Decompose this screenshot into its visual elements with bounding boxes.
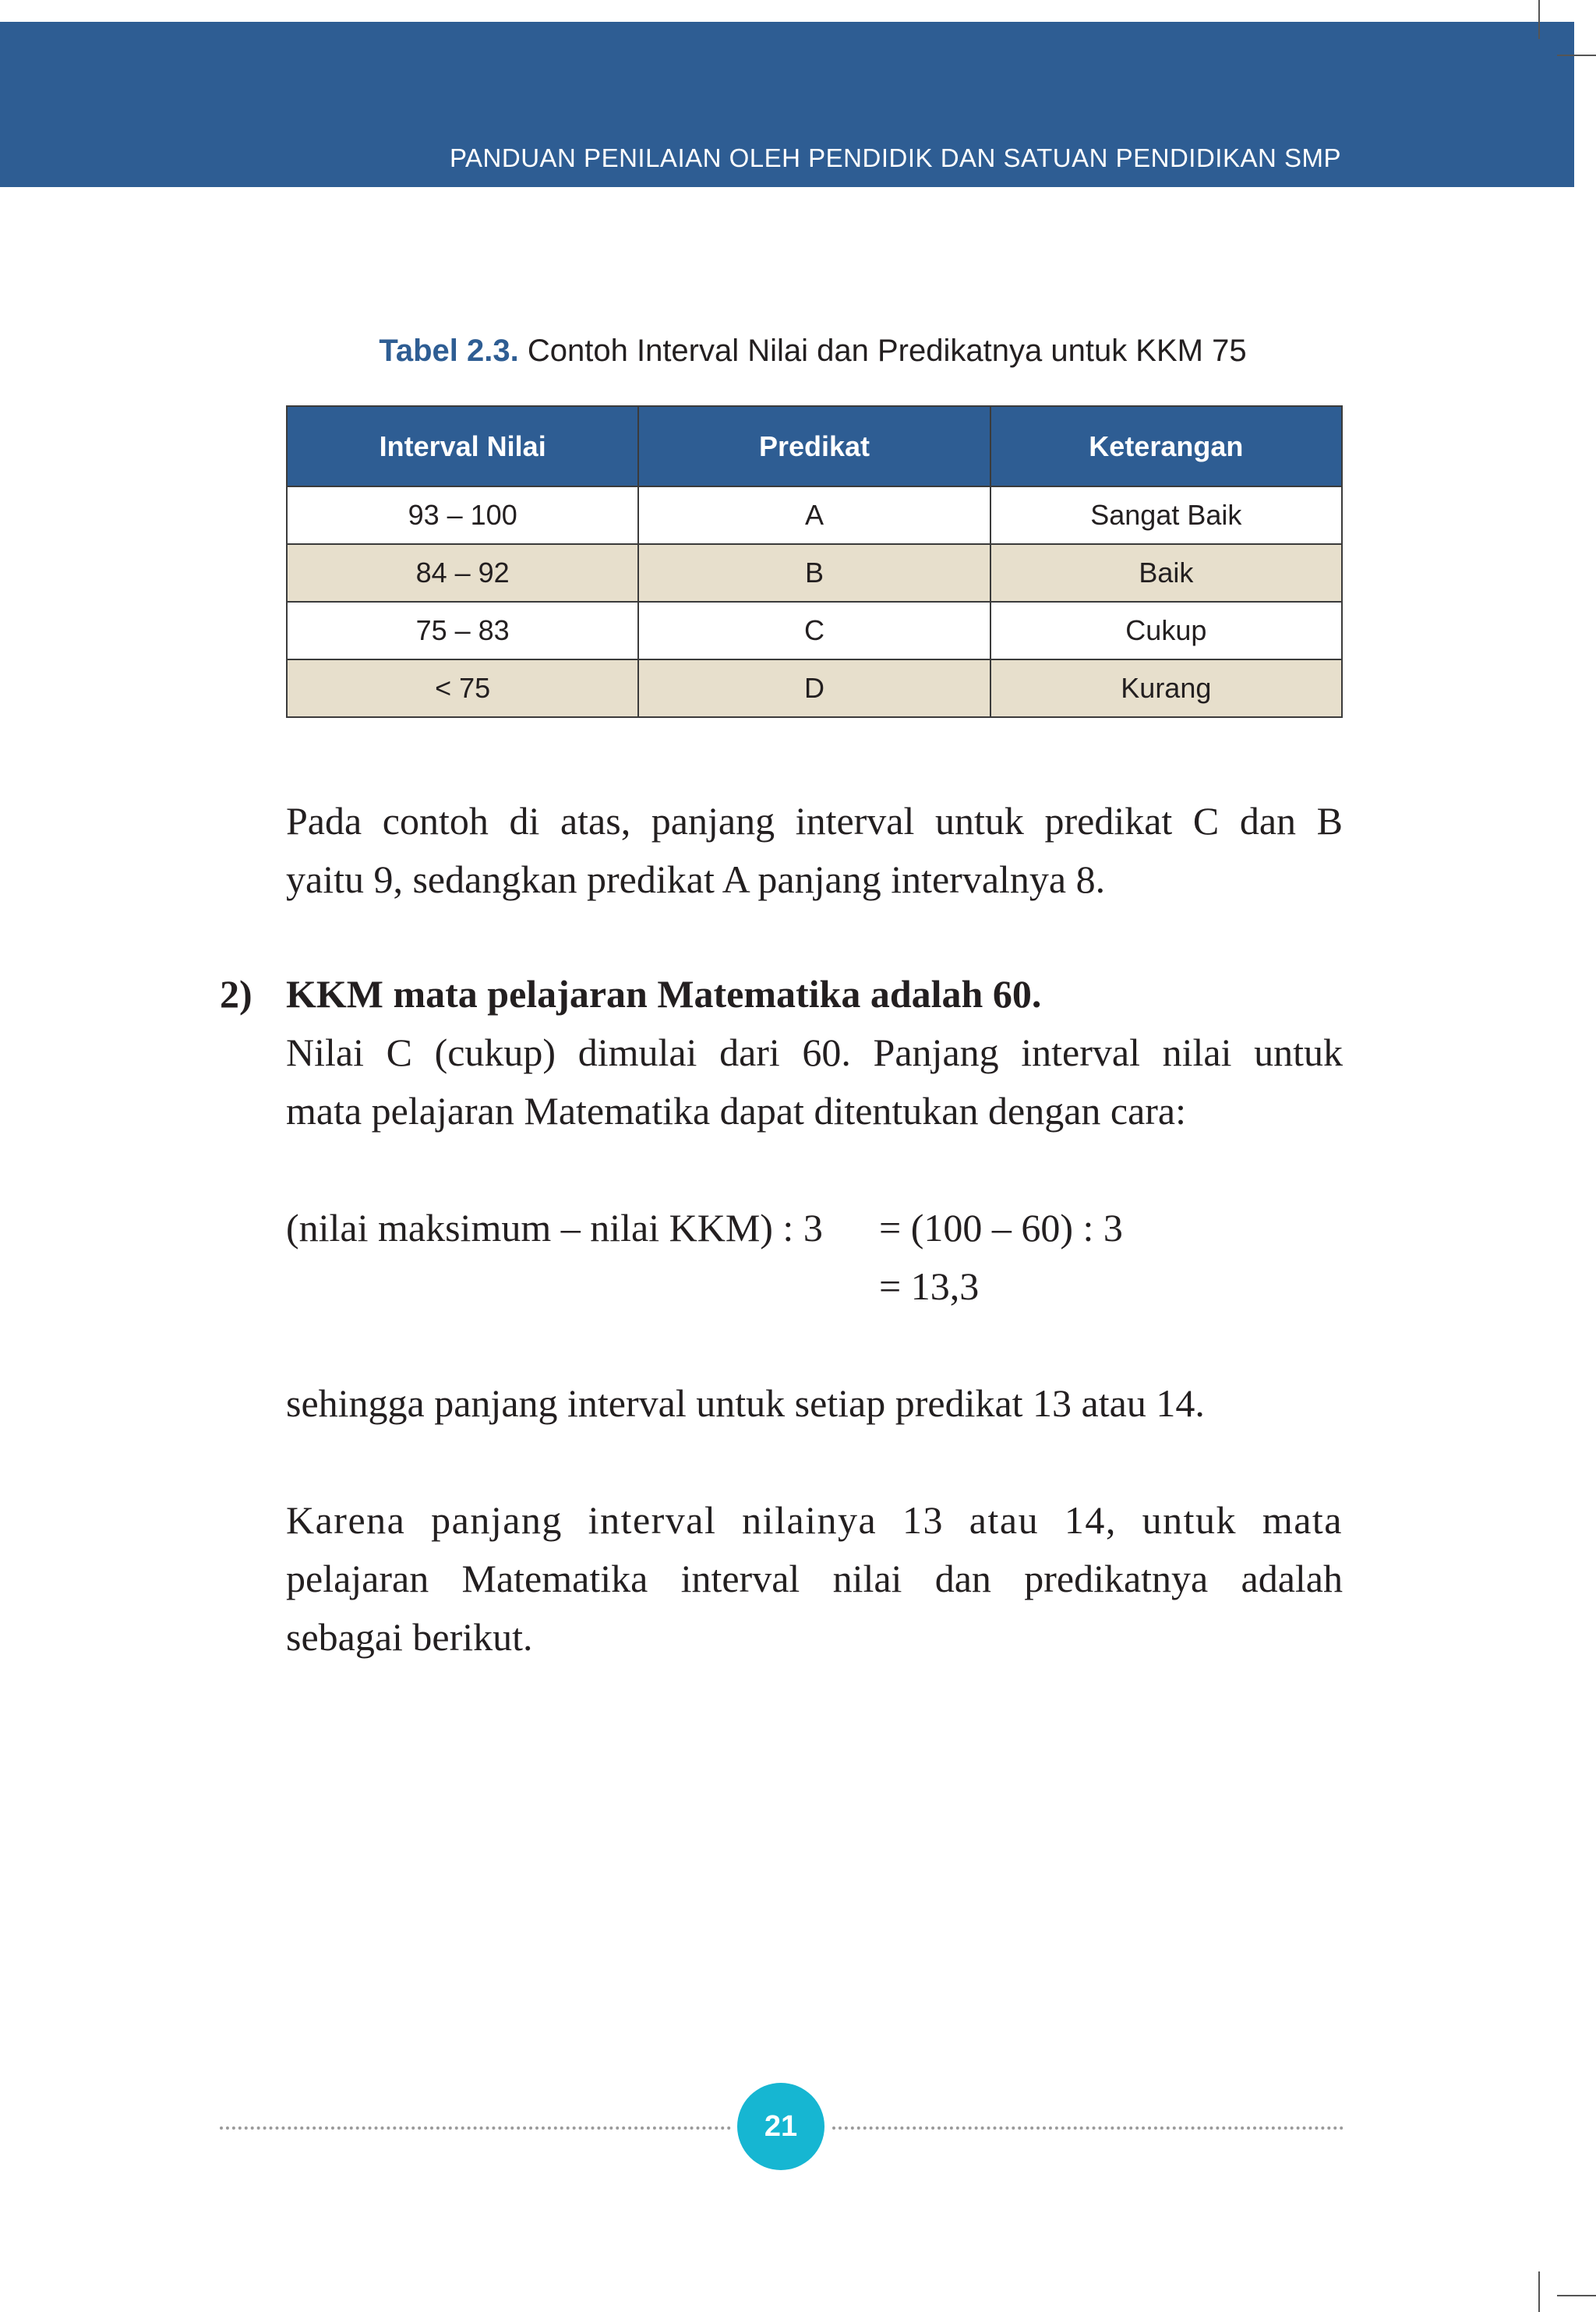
- paragraph-line: Pada contoh di atas, panjang interval untuk predikat C dan B: [286, 799, 1343, 843]
- paragraph-conclusion: [286, 1491, 1343, 1667]
- cell-predikat: D: [638, 659, 990, 717]
- table-row: [287, 659, 1342, 717]
- paragraph-explanation: [286, 792, 1343, 909]
- cell-interval: 93 – 100: [287, 486, 638, 544]
- column-header-keterangan: Keterangan: [990, 406, 1342, 486]
- paragraph-line: Nilai C (cukup) dimulai dari 60. Panjang interval nilai untuk: [286, 1031, 1343, 1074]
- cell-interval: 84 – 92: [287, 544, 638, 602]
- cell-keterangan: Kurang: [990, 659, 1342, 717]
- formula-rhs-2: = 13,3: [879, 1264, 980, 1308]
- crop-mark-top-v: [1538, 0, 1540, 39]
- column-header-interval: Interval Nilai: [287, 406, 638, 486]
- list-item-number: 2): [220, 972, 252, 1016]
- paragraph-line: pelajaran Matematika interval nilai dan predikatnya adalah: [286, 1557, 1343, 1600]
- cell-predikat: B: [638, 544, 990, 602]
- crop-mark-top-h: [1557, 55, 1596, 56]
- table-row: [287, 544, 1342, 602]
- table-row: [287, 486, 1342, 544]
- table-caption-label: Tabel 2.3.: [379, 334, 519, 368]
- cell-keterangan: Baik: [990, 544, 1342, 602]
- table-caption: [0, 334, 1596, 369]
- header-title: PANDUAN PENILAIAN OLEH PENDIDIK DAN SATUAN PENDIDIKAN SMP: [449, 143, 1341, 172]
- paragraph-line: yaitu 9, sedangkan predikat A panjang intervalnya 8.: [286, 857, 1106, 901]
- crop-mark-bottom-h: [1557, 2295, 1596, 2296]
- cell-interval: < 75: [287, 659, 638, 717]
- paragraph-result: sehingga panjang interval untuk setiap predikat 13 atau 14.: [286, 1381, 1205, 1425]
- table-row: [287, 602, 1342, 659]
- cell-keterangan: Cukup: [990, 602, 1342, 659]
- table-caption-text: Contoh Interval Nilai dan Predikatnya untuk KKM 75: [527, 334, 1247, 368]
- paragraph-line: mata pelajaran Matematika dapat ditentukan dengan cara:: [286, 1089, 1187, 1133]
- crop-mark-bottom-v: [1538, 2271, 1540, 2312]
- paragraph-item2: [286, 1023, 1343, 1140]
- page-number: 21: [764, 2109, 798, 2143]
- page-number-badge: [737, 2083, 824, 2170]
- paragraph-line: sebagai berikut.: [286, 1615, 533, 1659]
- paragraph-line: Karena panjang interval nilainya 13 atau 14, untuk mata: [286, 1498, 1343, 1542]
- footer-dots-left: [220, 2126, 731, 2130]
- cell-predikat: C: [638, 602, 990, 659]
- list-item-heading: KKM mata pelajaran Matematika adalah 60.: [286, 972, 1042, 1016]
- column-header-predikat: Predikat: [638, 406, 990, 486]
- cell-predikat: A: [638, 486, 990, 544]
- formula-rhs-1: = (100 – 60) : 3: [879, 1206, 1123, 1250]
- formula-lhs: (nilai maksimum – nilai KKM) : 3: [286, 1206, 823, 1250]
- table-header-row: [287, 406, 1342, 486]
- cell-interval: 75 – 83: [287, 602, 638, 659]
- cell-keterangan: Sangat Baik: [990, 486, 1342, 544]
- interval-table: [286, 405, 1343, 718]
- footer-dots-right: [832, 2126, 1344, 2130]
